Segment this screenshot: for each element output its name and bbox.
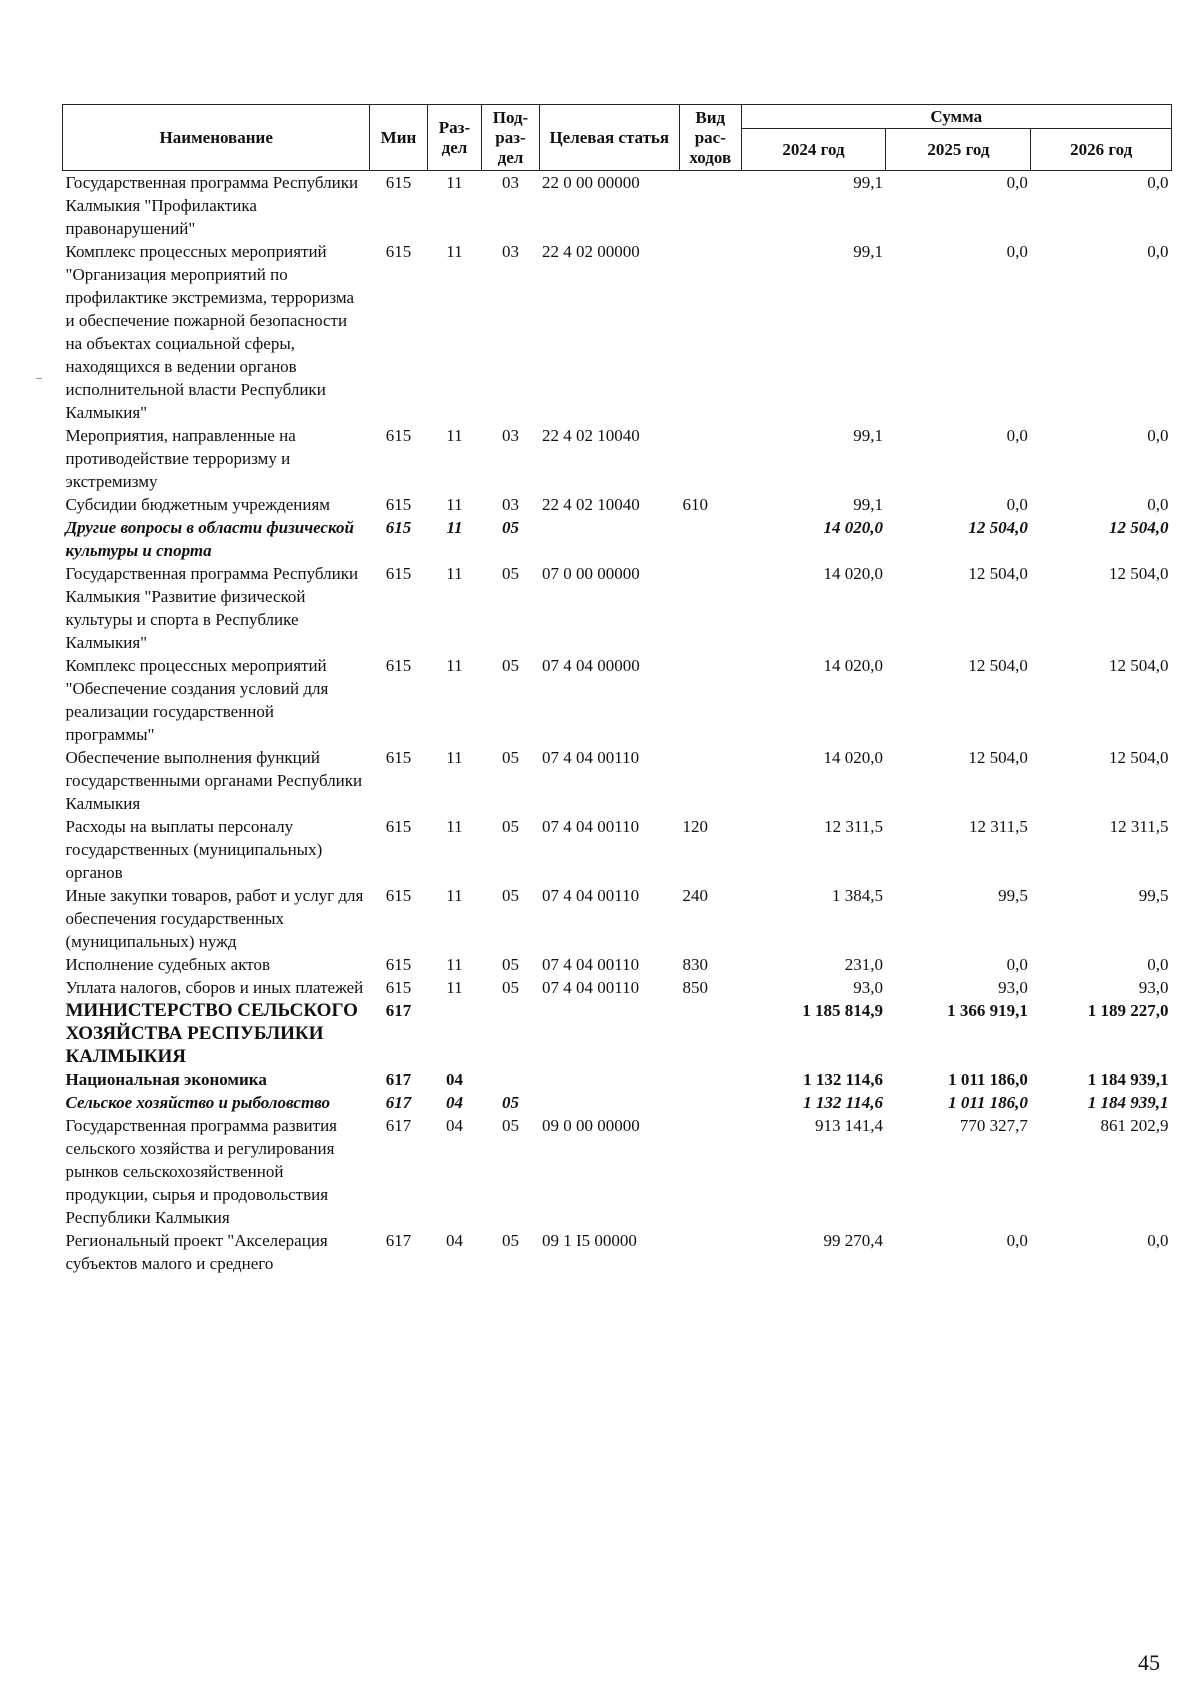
cell-min: 617 [385,1116,412,1135]
cell-2024: 99 270,4 [823,1231,883,1250]
cell-target: 09 1 I5 00000 [542,1231,637,1250]
cell-razdel: 11 [446,817,463,836]
cell-target [539,1068,680,1091]
cell-2024: 12 311,5 [824,817,883,836]
cell-target [539,1091,680,1114]
cell-target: 07 4 04 00110 [542,955,640,974]
cell-vid: 850 [682,978,709,997]
cell-vid [680,999,741,1068]
cell-vid: 120 [682,817,709,836]
header-2026: 2026 год [1031,129,1172,171]
cell-target: 07 4 04 00110 [542,748,640,767]
cell-min: 615 [385,656,412,675]
table-row [63,999,1172,1068]
cell-min: 615 [385,518,412,537]
cell-2025: 12 504,0 [968,748,1028,767]
table-row [63,493,1172,516]
cell-vid [680,1091,741,1114]
table-row [63,654,1172,746]
cell-target: 07 4 04 00110 [542,817,640,836]
cell-name: Национальная экономика [65,1070,267,1089]
cell-name: Другие вопросы в области физической культуры и спорта [65,518,354,560]
cell-min: 615 [385,748,412,767]
cell-2026: 99,5 [1138,886,1169,905]
budget-page [62,104,1172,1275]
cell-vid: 240 [682,886,709,905]
cell-podrazdel: 03 [501,173,519,192]
table-row [63,976,1172,999]
cell-name: Комплекс процессных мероприятий "Организация мероприятий по профилактике экстремизма, терроризма и обеспечение пожарной безопасности на объектах социальной сферы, находящихся в ведении органов исполнительной власти Республики Калмыкия" [65,242,355,422]
cell-vid [680,424,741,493]
cell-2026: 12 504,0 [1109,518,1169,537]
cell-2025: 0,0 [1006,495,1028,514]
cell-podrazdel: 05 [501,886,519,905]
cell-2025: 1 366 919,1 [947,1001,1028,1020]
header-razdel: Раз-дел [427,105,482,171]
cell-vid [680,746,741,815]
cell-podrazdel: 05 [501,748,519,767]
cell-target: 22 0 00 00000 [542,173,640,192]
cell-2024: 99,1 [853,242,883,261]
cell-2025: 0,0 [1006,242,1028,261]
cell-name: Субсидии бюджетным учреждениям [65,495,331,514]
table-row [63,1068,1172,1091]
cell-2026: 0,0 [1147,1231,1169,1250]
cell-min: 615 [385,495,412,514]
cell-2026: 12 504,0 [1109,748,1169,767]
cell-razdel: 11 [446,656,463,675]
cell-2024: 1 132 114,6 [803,1070,883,1089]
cell-razdel: 04 [445,1116,463,1135]
cell-min: 617 [385,1093,412,1112]
cell-razdel: 11 [446,955,463,974]
cell-name: МИНИСТЕРСТВО СЕЛЬСКОГО ХОЗЯЙСТВА РЕСПУБЛИКИ КАЛМЫКИЯ [65,1000,358,1067]
cell-podrazdel [482,999,539,1068]
cell-name: Сельское хозяйство и рыболовство [65,1093,331,1112]
cell-razdel: 11 [446,426,463,445]
table-row [63,516,1172,562]
header-podrazdel: Под-раз-дел [482,105,539,171]
cell-podrazdel: 03 [501,426,519,445]
cell-name: Обеспечение выполнения функций государственными органами Республики Калмыкия [65,748,363,813]
cell-2026: 1 184 939,1 [1087,1093,1169,1112]
cell-2024: 1 185 814,9 [802,1001,883,1020]
cell-2026: 0,0 [1147,173,1169,192]
cell-name: Расходы на выплаты персоналу государственных (муниципальных) органов [65,817,323,882]
table-header [63,105,1172,171]
cell-target: 22 4 02 00000 [542,242,640,261]
cell-podrazdel: 03 [501,495,519,514]
table-row [63,1091,1172,1114]
cell-target: 09 0 00 00000 [542,1116,640,1135]
budget-table [62,104,1172,1275]
cell-2024: 1 384,5 [831,886,883,905]
cell-vid [680,562,741,654]
cell-target: 07 4 04 00110 [542,886,640,905]
header-2025: 2025 год [886,129,1031,171]
cell-2025: 0,0 [1006,955,1028,974]
cell-podrazdel: 05 [501,656,519,675]
cell-razdel: 11 [446,748,463,767]
cell-vid [680,171,741,241]
cell-name: Государственная программа Республики Калмыкия "Профилактика правонарушений" [65,173,359,238]
cell-2026: 12 504,0 [1109,564,1169,583]
cell-vid [680,1229,741,1275]
cell-podrazdel: 03 [501,242,519,261]
cell-podrazdel: 05 [501,518,519,537]
table-row [63,171,1172,241]
cell-min: 617 [385,1070,412,1089]
cell-2025: 99,5 [998,886,1028,905]
cell-podrazdel: 05 [501,978,519,997]
cell-2024: 14 020,0 [823,518,883,537]
cell-2025: 93,0 [998,978,1028,997]
cell-razdel: 11 [446,495,463,514]
cell-2025: 1 011 186,0 [948,1070,1028,1089]
table-row [63,815,1172,884]
cell-2024: 231,0 [844,955,883,974]
cell-2024: 913 141,4 [814,1116,883,1135]
cell-podrazdel: 05 [501,1093,519,1112]
cell-vid [680,654,741,746]
cell-razdel: 04 [445,1231,463,1250]
cell-vid [680,240,741,424]
header-min: Мин [370,105,427,171]
table-row [63,1229,1172,1275]
cell-podrazdel: 05 [501,955,519,974]
cell-name: Иные закупки товаров, работ и услуг для обеспечения государственных (муниципальных) нужд [65,886,364,951]
cell-min: 615 [385,817,412,836]
cell-target: 07 4 04 00110 [542,978,640,997]
header-2024: 2024 год [741,129,886,171]
cell-razdel: 11 [446,978,463,997]
cell-2025: 770 327,7 [959,1116,1028,1135]
cell-2025: 0,0 [1006,1231,1028,1250]
cell-vid: 610 [682,495,709,514]
cell-razdel: 11 [446,173,463,192]
cell-2026: 1 184 939,1 [1087,1070,1169,1089]
table-row [63,884,1172,953]
cell-razdel: 11 [446,886,463,905]
cell-2025: 0,0 [1006,173,1028,192]
cell-2026: 93,0 [1138,978,1169,997]
table-body [63,171,1172,1276]
cell-podrazdel: 05 [501,817,519,836]
cell-min: 615 [385,564,412,583]
cell-min: 615 [385,426,412,445]
cell-min: 617 [385,1001,412,1020]
cell-2024: 99,1 [853,495,883,514]
cell-2026: 0,0 [1147,495,1169,514]
cell-2024: 93,0 [853,978,883,997]
cell-name: Государственная программа развития сельского хозяйства и регулирования рынков сельскохозяйственной продукции, сырья и продовольствия Республики Калмыкия [65,1116,338,1227]
cell-2026: 12 311,5 [1109,817,1169,836]
header-name: Наименование [63,105,370,171]
cell-name: Государственная программа Республики Калмыкия "Развитие физической культуры и спорта в Республике Калмыкия" [65,564,359,652]
cell-vid: 830 [682,955,709,974]
cell-2024: 14 020,0 [823,564,883,583]
cell-vid [680,1068,741,1091]
cell-2026: 0,0 [1147,955,1169,974]
cell-target [539,999,680,1068]
cell-razdel: 11 [446,242,463,261]
cell-podrazdel [482,1068,539,1091]
cell-min: 615 [385,978,412,997]
cell-razdel: 11 [446,518,463,537]
cell-2025: 12 504,0 [968,656,1028,675]
header-vid: Вид рас-ходов [680,105,741,171]
cell-2024: 14 020,0 [823,748,883,767]
cell-vid [680,516,741,562]
cell-podrazdel: 05 [501,564,519,583]
header-target: Целевая статья [539,105,680,171]
cell-min: 615 [385,242,412,261]
cell-min: 615 [385,173,412,192]
cell-2025: 0,0 [1006,426,1028,445]
cell-name: Мероприятия, направленные на противодействие терроризму и экстремизму [65,426,296,491]
scan-mark [36,378,42,379]
cell-razdel [427,999,482,1068]
cell-2026: 1 189 227,0 [1087,1001,1169,1020]
cell-2026: 12 504,0 [1109,656,1169,675]
table-row [63,562,1172,654]
cell-2025: 12 504,0 [968,564,1028,583]
header-summa: Сумма [741,105,1171,129]
cell-target: 22 4 02 10040 [542,426,640,445]
cell-razdel: 04 [445,1070,463,1089]
cell-target [539,516,680,562]
cell-min: 615 [385,886,412,905]
cell-2024: 1 132 114,6 [803,1093,883,1112]
cell-vid [680,1114,741,1229]
cell-2026: 0,0 [1147,242,1169,261]
cell-razdel: 04 [445,1093,463,1112]
cell-target: 07 4 04 00000 [542,656,640,675]
cell-podrazdel: 05 [501,1231,519,1250]
table-row [63,240,1172,424]
cell-podrazdel: 05 [501,1116,519,1135]
page-number: 45 [1138,1650,1160,1675]
cell-2025: 12 311,5 [969,817,1028,836]
cell-name: Уплата налогов, сборов и иных платежей [65,978,364,997]
cell-2024: 14 020,0 [823,656,883,675]
cell-min: 617 [385,1231,412,1250]
cell-2026: 0,0 [1147,426,1169,445]
cell-name: Исполнение судебных актов [65,955,270,974]
cell-2025: 1 011 186,0 [948,1093,1028,1112]
cell-name: Комплекс процессных мероприятий "Обеспечение создания условий для реализации государственной программы" [65,656,329,744]
table-row [63,746,1172,815]
cell-name: Региональный проект "Акселерация субъектов малого и среднего [65,1231,328,1273]
cell-target: 07 0 00 00000 [542,564,640,583]
cell-razdel: 11 [446,564,463,583]
table-row [63,1114,1172,1229]
cell-2026: 861 202,9 [1100,1116,1169,1135]
cell-2024: 99,1 [853,426,883,445]
table-row [63,953,1172,976]
cell-2024: 99,1 [853,173,883,192]
cell-min: 615 [385,955,412,974]
cell-2025: 12 504,0 [968,518,1028,537]
cell-target: 22 4 02 10040 [542,495,640,514]
table-row [63,424,1172,493]
